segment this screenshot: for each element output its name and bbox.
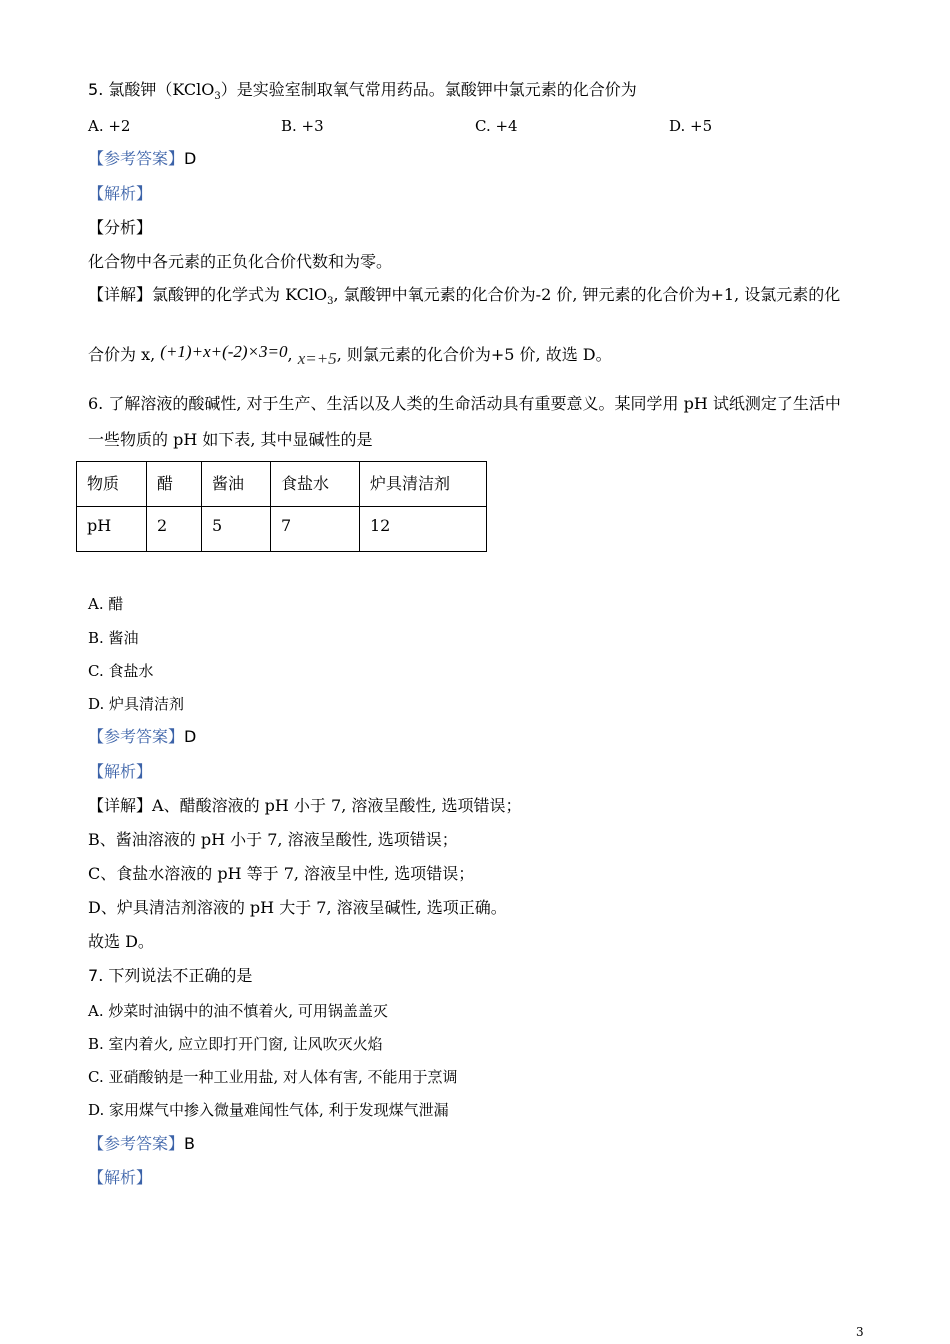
q7-analysis-label: 【解析】 — [88, 1168, 153, 1187]
q6-analysis-label: 【解析】 — [88, 762, 153, 781]
q5-equation-2: x=+5 — [297, 349, 337, 368]
q5-detail-label: 【详解】 — [88, 285, 153, 304]
q6-detail-line1 — [88, 796, 522, 816]
q7-answer-value: B — [184, 1134, 195, 1153]
table-cell: pH — [77, 507, 147, 552]
q7-stem — [88, 966, 252, 986]
q5-detail-line2 — [88, 342, 612, 368]
table-cell: 5 — [202, 507, 271, 552]
table-cell: 12 — [360, 507, 487, 552]
q6-conclusion: 故选 D。 — [88, 932, 154, 951]
q7-option-a: A. 炒菜时油锅中的油不慎着火, 可用锅盖盖灭 — [88, 1002, 388, 1020]
q5-stem-sub: 3 — [214, 91, 221, 103]
q5-detail-line1-b: , 氯酸钾中氧元素的化合价为-2 价, 钾元素的化合价为+1, 设氯元素的化 — [333, 285, 841, 304]
q6-option-c: C. 食盐水 — [88, 662, 154, 680]
q7-number: 7 — [88, 966, 99, 985]
q5-stem-a: . 氯酸钾（KClO — [98, 80, 215, 99]
table-cell: 7 — [271, 507, 360, 552]
q6-option-b: B. 酱油 — [88, 629, 139, 647]
q7-option-c: C. 亚硝酸钠是一种工业用盐, 对人体有害, 不能用于烹调 — [88, 1068, 458, 1086]
q7-answer-label: 【参考答案】 — [88, 1134, 185, 1153]
q6-detail-line4: D、炉具清洁剂溶液的 pH 大于 7, 溶液呈碱性, 选项正确。 — [88, 898, 507, 917]
q6-detail-line2: B、酱油溶液的 pH 小于 7, 溶液呈酸性, 选项错误； — [88, 830, 458, 849]
q5-fenxi-text: 化合物中各元素的正负化合价代数和为零。 — [88, 252, 393, 271]
q5-number: 5 — [88, 80, 99, 99]
q5-detail-line2-a: 合价为 x, — [88, 345, 161, 364]
q5-option-d: D. +5 — [669, 117, 713, 135]
table-cell: 2 — [147, 507, 202, 552]
ph-table — [76, 461, 487, 552]
q6-stem-line1: 6. 了解溶液的酸碱性, 对于生产、生活以及人类的生命活动具有重要意义。某同学用 pH 试纸测定了生活中 — [88, 394, 841, 413]
q5-answer-value: D — [184, 149, 197, 168]
q5-answer — [88, 149, 196, 169]
q6-answer — [88, 727, 196, 747]
q5-fenxi-label: 【分析】 — [88, 218, 153, 237]
q5-stem-b: ）是实验室制取氧气常用药品。氯酸钾中氯元素的化合价为 — [220, 80, 637, 99]
table-row — [77, 462, 487, 507]
q6-answer-value: D — [184, 727, 197, 746]
q7-option-d: D. 家用煤气中掺入微量难闻性气体, 利于发现煤气泄漏 — [88, 1101, 449, 1119]
q6-option-a: A. 醋 — [88, 595, 124, 613]
q5-detail-line2-b: , 则氯元素的化合价为+5 价, 故选 D。 — [336, 345, 612, 364]
page-number: 3 — [856, 1325, 864, 1339]
q6-detail-text: A、醋酸溶液的 pH 小于 7, 溶液呈酸性, 选项错误； — [152, 796, 522, 815]
q5-detail-line2-sep: , — [287, 345, 298, 364]
q5-detail-line1-sub: 3 — [327, 296, 334, 308]
q5-option-b: B. +3 — [281, 117, 324, 135]
table-cell: 炉具清洁剂 — [360, 462, 487, 507]
table-cell: 物质 — [77, 462, 147, 507]
q6-detail-line3: C、食盐水溶液的 pH 等于 7, 溶液呈中性, 选项错误； — [88, 864, 475, 883]
q6-detail-label: 【详解】 — [88, 796, 153, 815]
q6-stem-line2: 一些物质的 pH 如下表, 其中显碱性的是 — [88, 430, 373, 449]
q5-detail-line1-a: 氯酸钾的化学式为 KClO — [152, 285, 328, 304]
q6-option-d: D. 炉具清洁剂 — [88, 695, 185, 713]
q5-option-c: C. +4 — [475, 117, 518, 135]
q7-option-b: B. 室内着火, 应立即打开门窗, 让风吹灭火焰 — [88, 1035, 383, 1053]
q5-stem — [88, 80, 637, 107]
q7-stem-text: . 下列说法不正确的是 — [98, 966, 253, 985]
table-cell: 醋 — [147, 462, 202, 507]
q5-analysis-label: 【解析】 — [88, 184, 153, 203]
q6-answer-label: 【参考答案】 — [88, 727, 185, 746]
q7-answer — [88, 1134, 195, 1154]
q5-equation-1: (+1)+x+(-2)×3=0 — [160, 342, 288, 361]
q5-option-a: A. +2 — [88, 117, 131, 135]
table-cell: 食盐水 — [271, 462, 360, 507]
q5-answer-label: 【参考答案】 — [88, 149, 185, 168]
q5-detail-line1 — [88, 285, 840, 312]
table-row — [77, 507, 487, 552]
table-cell: 酱油 — [202, 462, 271, 507]
